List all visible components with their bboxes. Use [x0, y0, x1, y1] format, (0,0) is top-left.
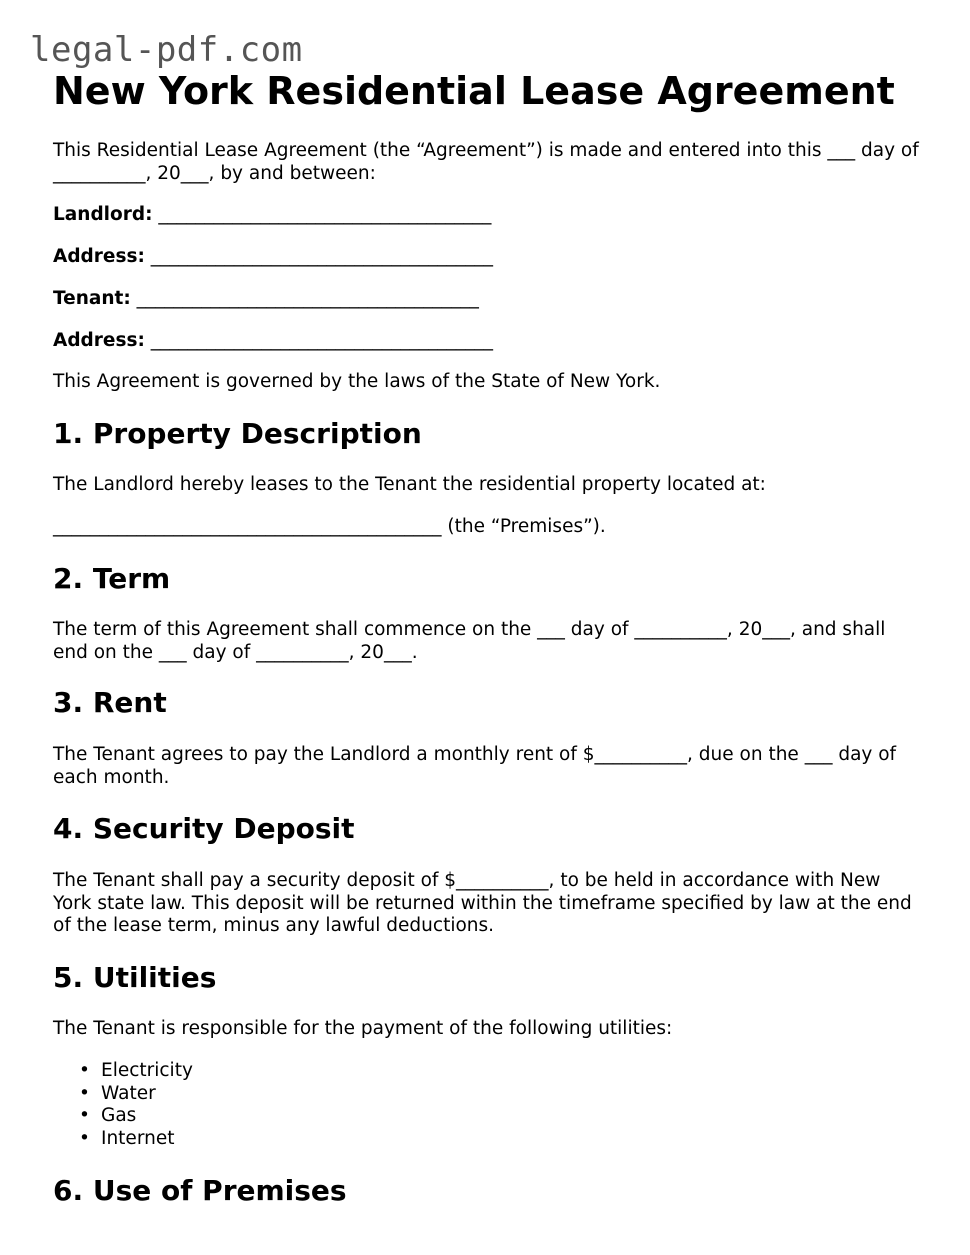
- section-heading-term: 2. Term: [53, 562, 171, 595]
- section-heading-property: 1. Property Description: [53, 417, 422, 450]
- list-item: [53, 1083, 193, 1106]
- tenant-label: Tenant:: [53, 288, 131, 309]
- tenant-blank: _____________________________________: [136, 288, 479, 309]
- landlord-blank: ____________________________________: [158, 204, 492, 225]
- list-item: [53, 1128, 193, 1151]
- rent-paragraph: The Tenant agrees to pay the Landlord a monthly rent of $__________, due on the ___ day of each month.: [53, 744, 897, 788]
- section-heading-rent: 3. Rent: [53, 686, 167, 719]
- governing-law-paragraph: This Agreement is governed by the laws of the State of New York.: [53, 371, 661, 392]
- landlord-field: [53, 204, 491, 227]
- landlord-label: Landlord:: [53, 204, 153, 225]
- utilities-list: [53, 1060, 193, 1151]
- tenant-address-label: Address:: [53, 330, 145, 351]
- tenant-field: [53, 288, 479, 311]
- utility-electricity: Electricity: [101, 1060, 193, 1081]
- list-item: [53, 1105, 193, 1128]
- list-item: [53, 1060, 193, 1083]
- landlord-address-blank: _____________________________________: [150, 246, 494, 267]
- bullet-icon: •: [79, 1082, 90, 1104]
- tenant-address-field: [53, 330, 493, 353]
- landlord-address-label: Address:: [53, 246, 145, 267]
- tenant-address-blank: _____________________________________: [150, 330, 494, 351]
- utility-internet: Internet: [101, 1128, 175, 1150]
- section-heading-security-deposit: 4. Security Deposit: [53, 812, 355, 845]
- utility-water: Water: [101, 1082, 156, 1104]
- bullet-icon: •: [79, 1060, 90, 1081]
- utilities-paragraph: The Tenant is responsible for the payment of the following utilities:: [53, 1018, 673, 1039]
- term-paragraph: The term of this Agreement shall commence on the ___ day of __________, 20___, and shall end on the ___ day of __________, 20___.: [53, 619, 886, 663]
- property-paragraph: The Landlord hereby leases to the Tenant the residential property located at:: [53, 474, 766, 495]
- utility-gas: Gas: [101, 1105, 137, 1127]
- intro-paragraph: This Residential Lease Agreement (the “Agreement”) is made and entered into this ___ day of __________, 20___, by and between:: [53, 140, 919, 184]
- bullet-icon: •: [79, 1128, 90, 1150]
- section-heading-use-of-premises: 6. Use of Premises: [53, 1174, 347, 1207]
- landlord-address-field: [53, 246, 493, 269]
- section-heading-utilities: 5. Utilities: [53, 961, 217, 994]
- watermark-text: legal-pdf.com: [30, 30, 303, 70]
- security-deposit-paragraph: The Tenant shall pay a security deposit of $__________, to be held in accordance with New York state law. This deposit will be returned within the timeframe specified by law at the end of the lease term, minus any lawful deductions.: [53, 870, 912, 936]
- premises-blank-paragraph: __________________________________________ (the “Premises”).: [53, 516, 606, 537]
- document-title: New York Residential Lease Agreement: [53, 69, 895, 113]
- bullet-icon: •: [79, 1105, 90, 1127]
